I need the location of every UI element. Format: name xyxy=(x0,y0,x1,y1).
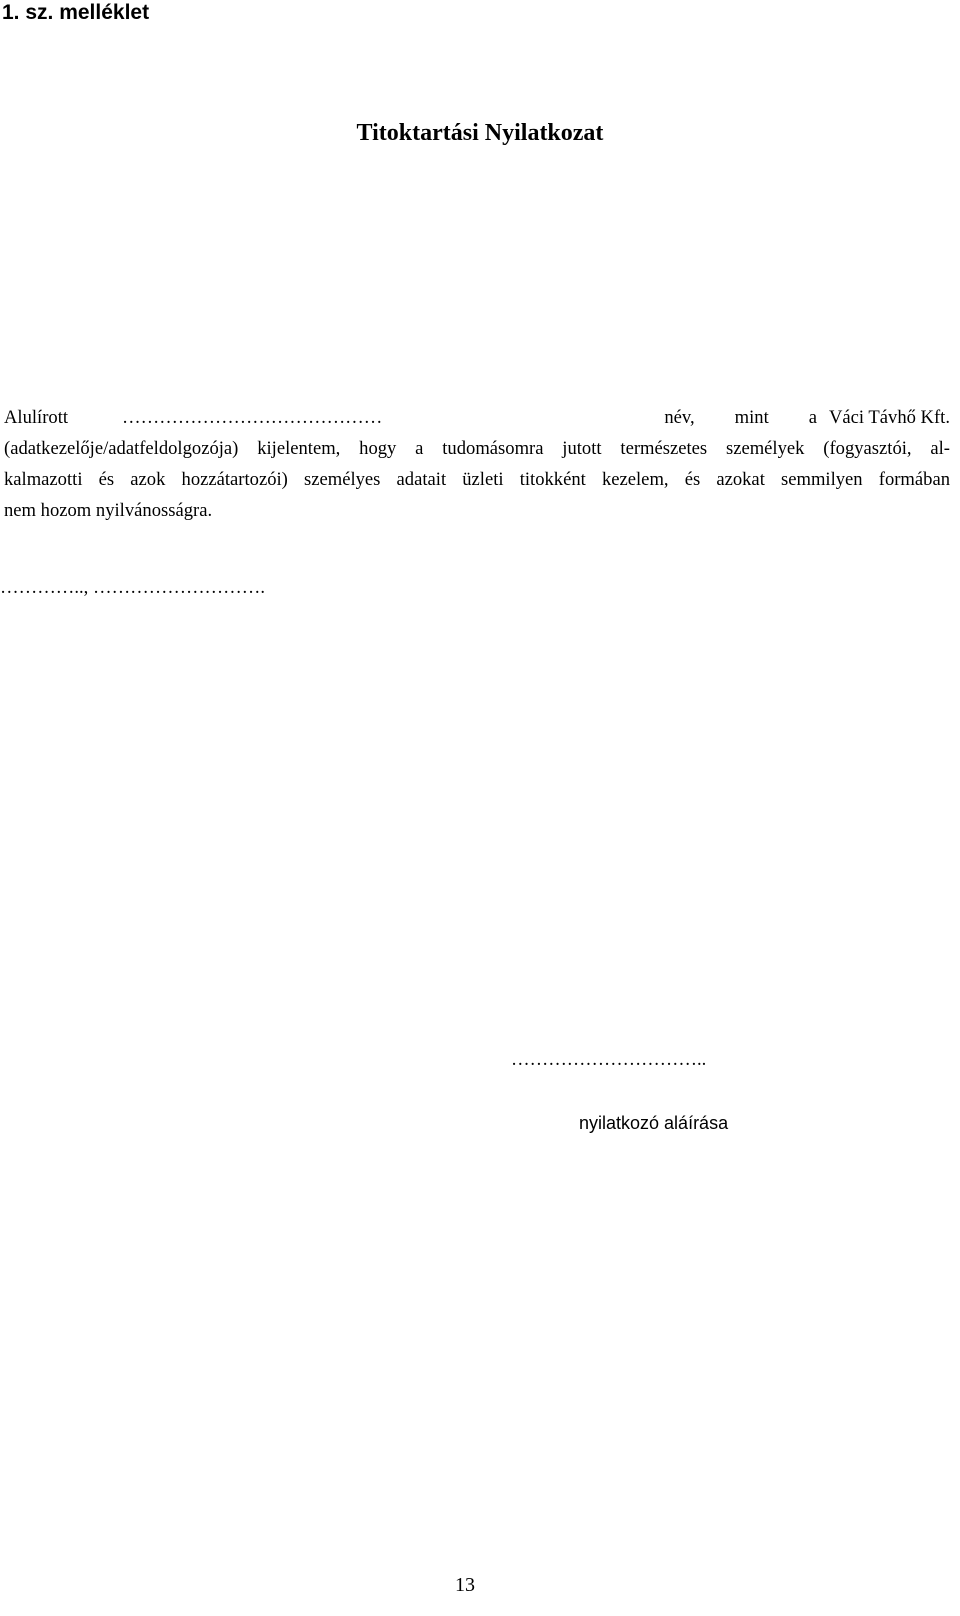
word-mint: mint xyxy=(734,407,769,428)
document-title: Titoktartási Nyilatkozat xyxy=(356,120,604,146)
place-date-blank: ………….., ………………………. xyxy=(0,577,265,598)
word-a: a xyxy=(808,407,817,428)
paragraph-line-1 xyxy=(4,402,950,433)
signature-label: nyilatkozó aláírása xyxy=(579,1113,729,1133)
page-number: 13 xyxy=(455,1574,475,1596)
signature-line: ………………………….. xyxy=(511,1049,707,1070)
name-blank: …………………………………… xyxy=(122,407,383,428)
paragraph-line-3: kalmazotti és azok hozzátartozói) személyes adatait üzleti titokként kezelem, és azokat semmilyen formában xyxy=(4,469,950,490)
word-nev: név, xyxy=(664,407,695,428)
word-alulirott: Alulírott xyxy=(4,407,69,428)
annex-label: 1. sz. melléklet xyxy=(2,1,150,24)
paragraph-line-4: nem hozom nyilvánosságra. xyxy=(4,500,213,521)
paragraph-line-2: (adatkezelője/adatfeldolgozója) kijelentem, hogy a tudomásomra jutott természetes személyek (fogyasztói, al- xyxy=(4,438,950,459)
declaration-paragraph xyxy=(4,402,950,526)
company-name: Váci Távhő Kft. xyxy=(829,407,950,428)
